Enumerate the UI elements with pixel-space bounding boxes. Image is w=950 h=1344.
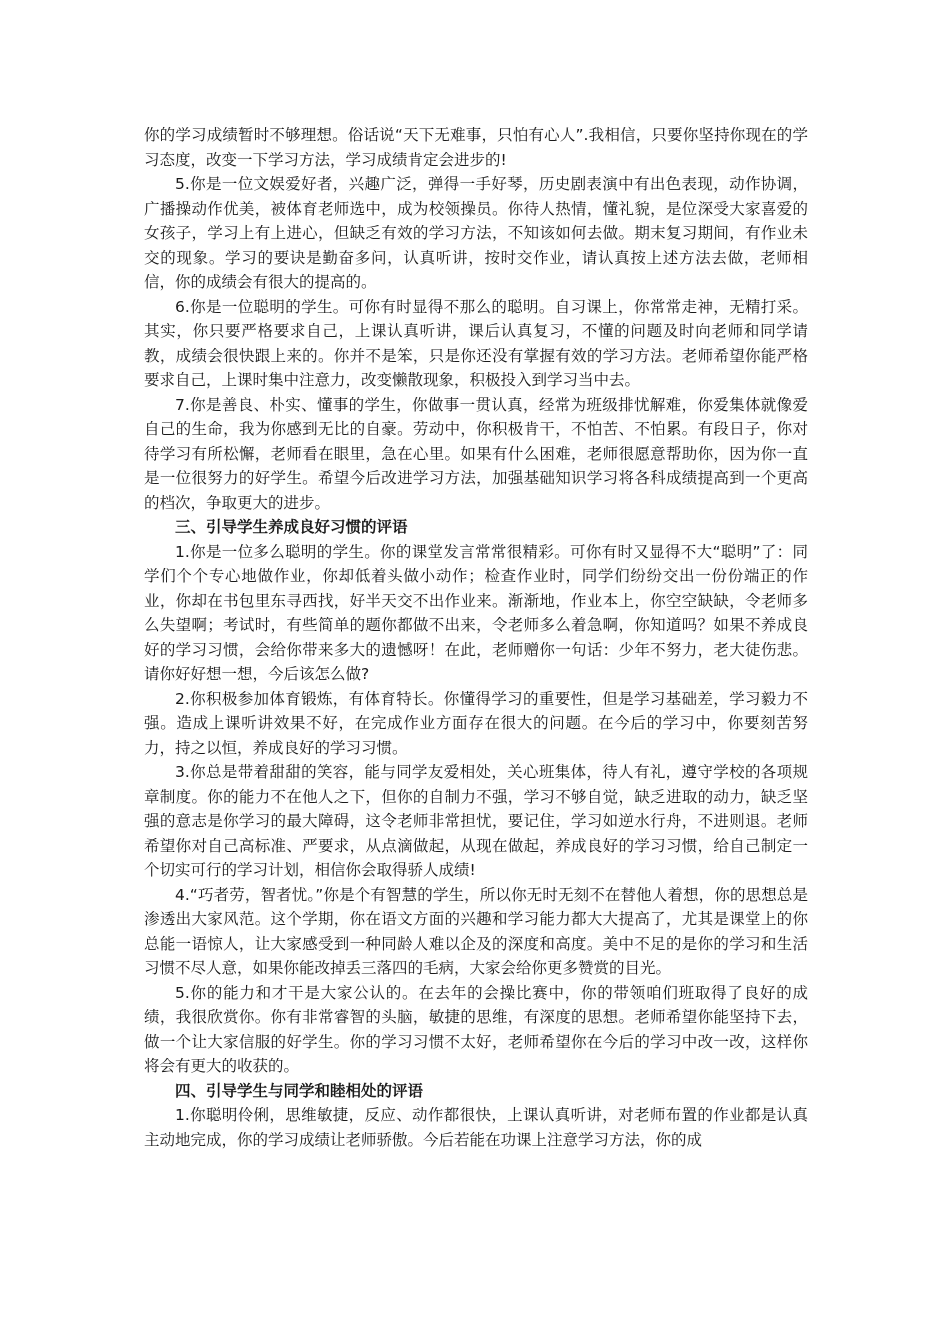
paragraph-comment-7: 7.你是善良、朴实、懂事的学生，你做事一贯认真，经常为班级排忧解难，你爱集体就像爱自己的生命，我为你感到无比的自豪。劳动中，你积极肯干，不怕苦、不怕累。有段日子，你对待学习有所松懈，老师看在眼里，急在心里。如果有什么困难，老师很愿意帮助你，因为你一直是一位很努力的好学生。希望今后改进学习方法，加强基础知识学习将各科成绩提高到一个更高的档次，争取更大的进步。 bbox=[144, 395, 808, 512]
paragraph-comment-5: 5.你是一位文娱爱好者，兴趣广泛，弹得一手好琴，历史剧表演中有出色表现，动作协调，广播操动作优美，被体育老师选中，成为校领操员。你待人热情，懂礼貌，是位深受大家喜爱的女孩子，学习上有上进心，但缺乏有效的学习方法，不知该如何去做。期末复习期间，有作业未交的现象。学习的要诀是勤奋多问，认真听讲，按时交作业，请认真按上述方法去做，老师相信，你的成绩会有很大的提高的。 bbox=[144, 175, 808, 291]
paragraph-continuation: 你的学习成绩暂时不够理想。俗话说“天下无难事，只怕有心人”.我相信，只要你坚持你现在的学习态度，改变一下学习方法，学习成绩肯定会进步的! bbox=[144, 126, 808, 169]
document-page bbox=[144, 123, 808, 1152]
paragraph-habit-3: 3.你总是带着甜甜的笑容，能与同学友爱相处，关心班集体，待人有礼，遵守学校的各项规章制度。你的能力不在他人之下，但你的自制力不强，学习不够自觉，缺乏进取的动力，缺乏坚强的意志是你学习的最大障碍，这令老师非常担忧，要记住，学习如逆水行舟，不进则退。老师希望你对自己高标准、严要求，从点滴做起，从现在做起，养成良好的学习习惯，给自己制定一个切实可行的学习计划，相信你会取得骄人成绩! bbox=[144, 763, 808, 879]
paragraph-habit-2: 2.你积极参加体育锻炼，有体育特长。你懂得学习的重要性，但是学习基础差，学习毅力不强。造成上课听讲效果不好，在完成作业方面存在很大的问题。在今后的学习中，你要刻苦努力，持之以恒，养成良好的学习习惯。 bbox=[144, 689, 808, 757]
paragraph-harmony-1: 1.你聪明伶俐，思维敏捷，反应、动作都很快，上课认真听讲，对老师布置的作业都是认真主动地完成，你的学习成绩让老师骄傲。今后若能在功课上注意学习方法，你的成 bbox=[144, 1106, 808, 1149]
paragraph-habit-1: 1.你是一位多么聪明的学生。你的课堂发言常常很精彩。可你有时又显得不大“聪明”了：同学们个个专心地做作业，你却低着头做小动作；检查作业时，同学们纷纷交出一份份端正的作业，你却在书包里东寻西找，好半天交不出作业来。渐渐地，作业本上，你空空缺缺，令老师多么失望啊；考试时，有些简单的题你都做不出来，令老师多么着急啊，你知道吗？如果不养成良好的学习习惯，会给你带来多大的遗憾呀！在此，老师赠你一句话：少年不努力，老大徒伤悲。请你好好想一想，今后该怎么做? bbox=[144, 542, 808, 683]
paragraph-habit-4: 4.“巧者劳，智者忧。”你是个有智慧的学生，所以你无时无刻不在替他人着想，你的思想总是渗透出大家风范。这个学期，你在语文方面的兴趣和学习能力都大大提高了，尤其是课堂上的你总能一语惊人，让大家感受到一种同龄人难以企及的深度和高度。美中不足的是你的学习和生活习惯不尽人意，如果你能改掉丢三落四的毛病，大家会给你更多赞赏的目光。 bbox=[144, 885, 808, 977]
paragraph-habit-5: 5.你的能力和才干是大家公认的。在去年的会操比赛中，你的带领咱们班取得了良好的成绩，我很欣赏你。你有非常睿智的头脑，敏捷的思维，有深度的思想。老师希望你能坚持下去，做一个让大家信服的好学生。你的学习习惯不太好，老师希望你在今后的学习中改一改，这样你将会有更大的收获的。 bbox=[144, 983, 808, 1075]
section-heading-4: 四、引导学生与同学和睦相处的评语 bbox=[175, 1081, 424, 1100]
section-heading-3: 三、引导学生养成良好习惯的评语 bbox=[175, 518, 408, 536]
paragraph-comment-6: 6.你是一位聪明的学生。可你有时显得不那么的聪明。自习课上，你常常走神，无精打采。其实，你只要严格要求自己，上课认真听讲，课后认真复习，不懂的问题及时向老师和同学请教，成绩会很快跟上来的。你并不是笨，只是你还没有掌握有效的学习方法。老师希望你能严格要求自己，上课时集中注意力，改变懒散现象，积极投入到学习当中去。 bbox=[144, 297, 808, 389]
